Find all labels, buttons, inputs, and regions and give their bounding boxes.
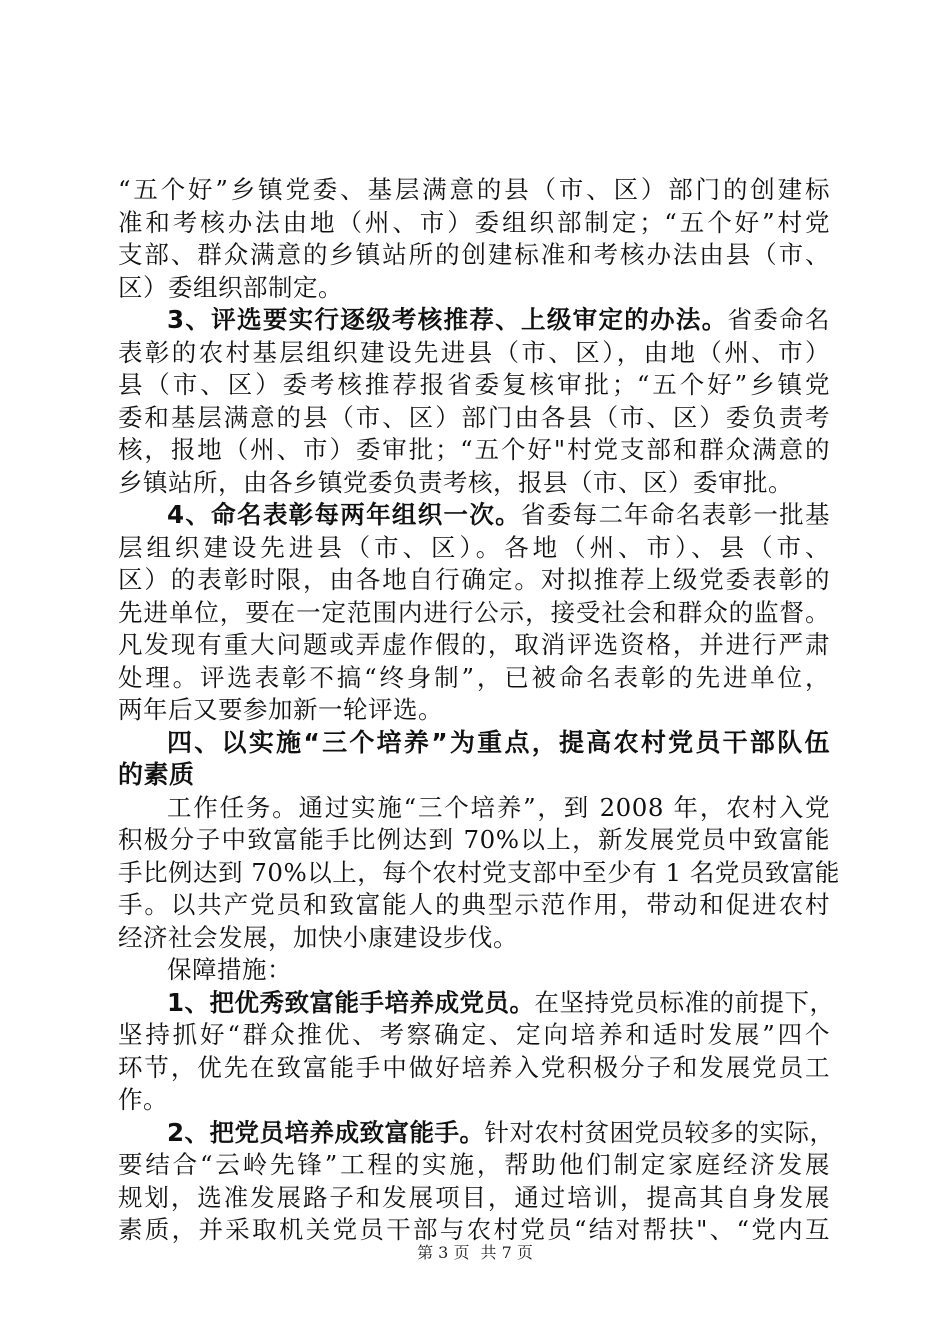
page-number: 第 3 页 <box>417 1243 470 1262</box>
text-line: 准和考核办法由地（州、市）委组织部制定；“五个好”村党 <box>118 207 830 237</box>
heading-line: 四、以实施“三个培养”为重点，提高农村党员干部队伍 <box>167 727 830 757</box>
text-line <box>118 499 830 532</box>
text-line <box>118 304 830 337</box>
text-line: 手比例达到 70%以上，每个农村党支部中至少有 1 名党员致富能 <box>118 857 840 887</box>
text-line: 区）委组织部制定。 <box>118 272 343 302</box>
paragraph-measure-2 <box>118 1117 835 1247</box>
paragraph-tasks <box>118 792 840 955</box>
text-line <box>118 1117 835 1150</box>
text-line: 区）的表彰时限，由各地自行确定。对拟推荐上级党委表彰的 <box>118 565 830 594</box>
item-lead: 4、命名表彰每两年组织一次。 <box>167 500 521 529</box>
text-line: 坚持抓好“群众推优、考察确定、定向培养和适时发展”四个 <box>118 1020 830 1049</box>
text-line: 先进单位，要在一定范围内进行公示，接受社会和群众的监督。 <box>118 597 830 627</box>
text-line: 凡发现有重大问题或弄虚作假的，取消评选资格，并进行严肃 <box>118 630 830 659</box>
text-line: 素质，并采取机关党员干部与农村党员“结对帮扶"、“党内互 <box>118 1215 830 1244</box>
text-line: 保障措施： <box>167 955 292 984</box>
text-line: “五个好”乡镇党委、基层满意的县（市、区）部门的创建标 <box>118 175 830 204</box>
text-line: 积极分子中致富能手比例达到 70%以上，新发展党员中致富能 <box>118 825 830 854</box>
text-line: 支部、群众满意的乡镇站所的创建标准和考核办法由县（市、 <box>118 240 830 269</box>
text-line: 县（市、区）委考核推荐报省委复核审批；“五个好”乡镇党 <box>118 370 830 399</box>
heading-line: 的素质 <box>118 760 195 789</box>
text-line: 层组织建设先进县（市、区）。各地（州、市）、县（市、 <box>118 532 830 562</box>
item-lead: 3、评选要实行逐级考核推荐、上级审定的办法。 <box>167 305 728 334</box>
item-lead: 1、把优秀致富能手培养成党员。 <box>167 987 535 1017</box>
text-line: 环节，优先在致富能手中做好培养入党积极分子和发展党员工 <box>118 1052 830 1082</box>
text-run: 在坚持党员标准的前提下， <box>534 987 835 1017</box>
text-line: 表彰的农村基层组织建设先进县（市、区），由地（州、市） <box>118 337 830 367</box>
page-footer <box>0 1240 950 1263</box>
text-line: 核，报地（州、市）委审批；“五个好"村党支部和群众满意的 <box>118 435 830 464</box>
paragraph-measure-1 <box>118 987 835 1117</box>
text-run: 针对农村贫困党员较多的实际， <box>484 1117 835 1147</box>
page-total: 共 7 页 <box>480 1243 533 1262</box>
text-line: 规划，选准发展路子和发展项目，通过培训，提高其自身发展 <box>118 1182 830 1212</box>
paragraph-item-3 <box>118 304 830 499</box>
text-run: 省委每二年命名表彰一批基 <box>521 500 830 529</box>
text-line: 委和基层满意的县（市、区）部门由各县（市、区）委负责考 <box>118 402 830 432</box>
text-line: 经济社会发展，加快小康建设步伐。 <box>118 922 518 952</box>
section-heading <box>118 727 830 792</box>
item-lead: 2、把党员培养成致富能手。 <box>167 1117 485 1147</box>
document-body <box>118 174 840 1247</box>
paragraph-standards <box>118 174 830 304</box>
text-line: 处理。评选表彰不搞“终身制”，已被命名表彰的先进单位， <box>118 662 830 692</box>
text-line: 手。以共产党员和致富能人的典型示范作用，带动和促进农村 <box>118 890 830 919</box>
text-line: 要结合“云岭先锋”工程的实施，帮助他们制定家庭经济发展 <box>118 1150 830 1179</box>
text-line <box>118 987 835 1020</box>
paragraph-item-4 <box>118 499 830 727</box>
text-run: 省委命名 <box>727 305 831 334</box>
paragraph-measures <box>118 954 830 987</box>
text-line: 两年后又要参加新一轮评选。 <box>118 695 443 724</box>
text-line: 工作任务。通过实施“三个培养”，到 2008 年，农村入党 <box>167 792 830 822</box>
text-line: 作。 <box>118 1085 168 1114</box>
text-line: 乡镇站所，由各乡镇党委负责考核，报县（市、区）委审批。 <box>118 467 793 497</box>
